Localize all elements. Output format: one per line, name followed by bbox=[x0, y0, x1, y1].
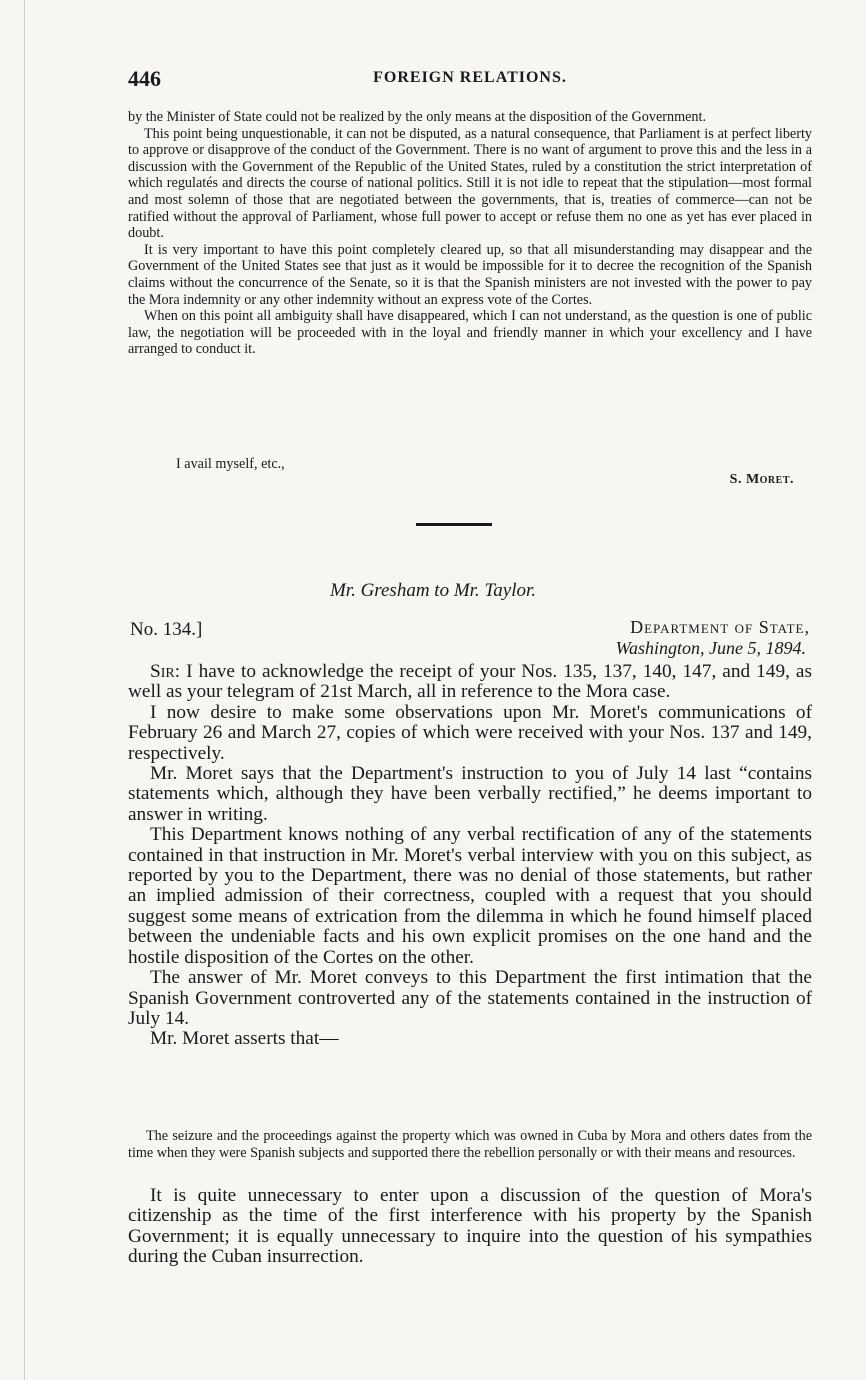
letter-paragraph: When on this point all ambiguity shall have disappeared, which I can not understand, as the question is one of public law, the negotiation will be proceeded with in the loyal and friendly manner in which your excellency and I have arranged to conduct it. bbox=[128, 308, 812, 358]
scan-margin-line bbox=[24, 0, 25, 1380]
body-paragraph: This Department knows nothing of any verbal rectification of any of the statements contained in that instruction in Mr. Moret's verbal interview with you on this subject, as reported by you to the Department, there was no denial of those statements, but rather an implied admission of their correctness, coupled with a request that you should suggest some means of extrication from the dilemma in which he found himself placed between the undeniable facts and his own explicit promises on the one hand and the hostile disposition of the Cortes on the other. bbox=[128, 824, 812, 968]
letter-signature: S. Moret. bbox=[729, 472, 794, 487]
body-paragraph: Mr. Moret asserts that— bbox=[150, 1028, 339, 1050]
document-number: No. 134.] bbox=[130, 619, 203, 640]
sender-block bbox=[616, 617, 810, 659]
section-divider bbox=[416, 523, 492, 526]
body-paragraph: I now desire to make some observations upon Mr. Moret's communications of February 26 and March 27, copies of which were received with your Nos. 137 and 149, respectively. bbox=[128, 701, 812, 764]
letter-body-continued bbox=[128, 1186, 812, 1268]
quote-text: The seizure and the proceedings against the property which was owned in Cuba by Mora and others dates from the time when they were Spanish subjects and supported there the rebellion personally or with their means and resources. bbox=[128, 1128, 812, 1161]
page-number: 446 bbox=[128, 66, 161, 91]
body-paragraph: Mr. Moret says that the Department's instruction to you of July 14 last “contains statements which, although they have been verbally rectified,” he deems important to answer in writing. bbox=[128, 763, 812, 825]
letter-continuation bbox=[128, 109, 812, 358]
salutation: Sir: bbox=[150, 661, 181, 682]
body-paragraph: It is quite unnecessary to enter upon a discussion of the question of Mora's citizenship as the time of the first interference with his property by the Spanish Government; it is equally unnecessary to inquire into the question of his sympathies during the Cuban insurrection. bbox=[128, 1185, 812, 1268]
block-quote bbox=[128, 1128, 812, 1162]
body-paragraph-text: I have to acknowledge the receipt of your Nos. 135, 137, 140, 147, and 149, as well as your telegram of 21st March, all in reference to the Mora case. bbox=[128, 661, 812, 703]
body-paragraph: The answer of Mr. Moret conveys to this Department the first intimation that the Spanish Government controverted any of the statements contained in the instruction of July 14. bbox=[128, 967, 812, 1029]
place-date: Washington, June 5, 1894. bbox=[615, 638, 806, 658]
letter-body bbox=[128, 662, 812, 1050]
document-heading: Mr. Gresham to Mr. Taylor. bbox=[329, 580, 537, 601]
letter-closing: I avail myself, etc., bbox=[176, 456, 285, 472]
body-paragraph bbox=[128, 662, 812, 703]
running-title: FOREIGN RELATIONS. bbox=[373, 69, 567, 86]
letter-paragraph: It is very important to have this point completely cleared up, so that all misunderstanding may disappear and the Government of the United States see that just as it would be impossible for it to decree the recognition of the Spanish claims without the concurrence of the Senate, so it is that the Spanish ministers are not invested with the power to pay the Mora indemnity or any other indemnity without an express vote of the Cortes. bbox=[128, 241, 812, 308]
letter-paragraph: This point being unquestionable, it can not be disputed, as a natural consequence, that Parliament is at perfect liberty to approve or disapprove of the conduct of the Government. There is no want of argument to prove this and the less in a discussion with the Government of the Republic of the United States, ruled by a constitution the strict interpretation of which regulatés and directs the course of national politics. Still it is not idle to repeat that the stipulation—most formal and most solemn of those that are negotiated between the governments, that is, treaties of commerce—can not be ratified without the approval of Parliament, whose full power to accept or refuse them no one as yet has ever placed in doubt. bbox=[128, 125, 812, 242]
page-header bbox=[128, 66, 812, 96]
department-name: Department of State, bbox=[630, 617, 810, 637]
letter-paragraph: by the Minister of State could not be realized by the only means at the disposition of the Government. bbox=[128, 109, 707, 125]
